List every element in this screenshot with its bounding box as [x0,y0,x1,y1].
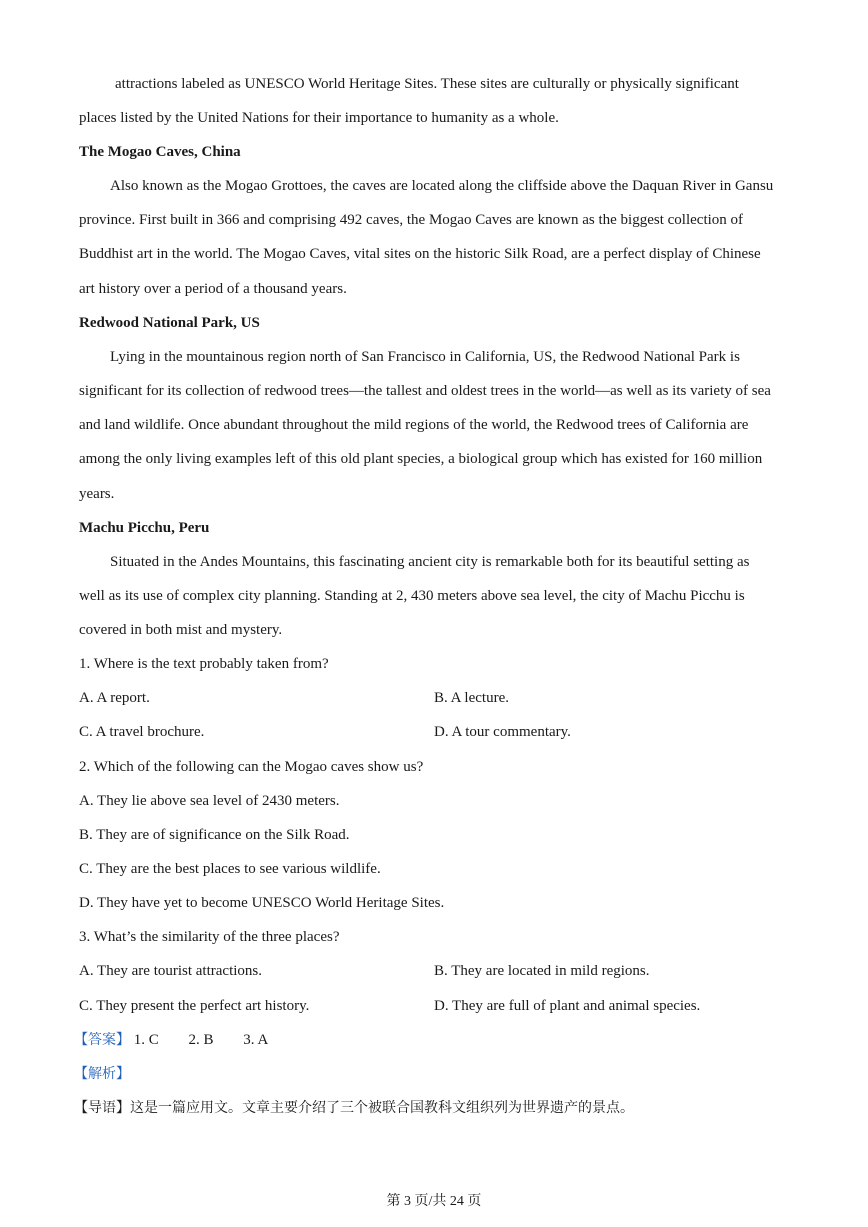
analysis-label: 【解析】 [74,1066,130,1082]
machu-line-3: covered in both mist and mystery. [79,622,283,638]
answer-item-2: 2. B [188,1032,214,1048]
guide-line [74,1098,789,1118]
answer-label: 【答案】 [74,1032,130,1048]
mogao-line-2: province. First built in 366 and comprising 492 caves, the Mogao Caves are known as the biggest collection of [79,212,744,228]
intro-line-1: attractions labeled as UNESCO World Heritage Sites. These sites are culturally or physically significant [115,76,739,92]
machu-line-2: well as its use of complex city planning. Standing at 2, 430 meters above sea level, the city of Machu Picchu is [79,588,745,604]
section-heading-redwood: Redwood National Park, US [79,315,260,331]
question-1-row-1 [79,688,794,708]
section-heading-mogao: The Mogao Caves, China [79,144,241,160]
question-1-stem: 1. Where is the text probably taken from? [79,656,329,672]
question-2-option-c: C. They are the best places to see various wildlife. [79,861,381,877]
redwood-line-3: and land wildlife. Once abundant throughout the mild regions of the world, the Redwood trees of California are [79,417,749,433]
question-3-option-d: D. They are full of plant and animal species. [434,998,701,1014]
question-3-row-2 [79,996,794,1016]
redwood-line-1: Lying in the mountainous region north of San Francisco in California, US, the Redwood National Park is [110,349,740,365]
question-3-option-b: B. They are located in mild regions. [434,963,650,979]
question-2-option-d: D. They have yet to become UNESCO World Heritage Sites. [79,895,445,911]
mogao-line-3: Buddhist art in the world. The Mogao Caves, vital sites on the historic Silk Road, are a perfect display of Chinese [79,246,761,262]
answer-item-3: 3. A [243,1032,269,1048]
question-2-option-b: B. They are of significance on the Silk Road. [79,827,350,843]
question-2-stem: 2. Which of the following can the Mogao caves show us? [79,759,424,775]
question-3-option-c: C. They present the perfect art history. [79,998,310,1014]
question-2-option-a: A. They lie above sea level of 2430 meters. [79,793,340,809]
question-1-option-d: D. A tour commentary. [434,724,571,740]
analysis-line [74,1064,789,1084]
machu-line-1: Situated in the Andes Mountains, this fascinating ancient city is remarkable both for its beautiful setting as [110,554,750,570]
page-footer: 第 3 页/共 24 页 [386,1194,482,1209]
redwood-line-4: among the only living examples left of this old plant species, a biological group which has existed for 160 million [79,451,763,467]
question-3-option-a: A. They are tourist attractions. [79,963,263,979]
section-heading-machu-picchu: Machu Picchu, Peru [79,520,210,536]
question-1-row-2 [79,722,794,742]
question-1-option-a: A. A report. [79,690,150,706]
intro-line-2: places listed by the United Nations for their importance to humanity as a whole. [79,110,559,126]
guide-text: 这是一篇应用文。文章主要介绍了三个被联合国教科文组织列为世界遗产的景点。 [130,1100,634,1116]
answer-line [74,1030,789,1050]
question-3-row-1 [79,961,794,981]
question-1-option-c: C. A travel brochure. [79,724,205,740]
redwood-line-2: significant for its collection of redwood trees—the tallest and oldest trees in the world—as well as its variety of sea [79,383,771,399]
mogao-line-4: art history over a period of a thousand years. [79,281,347,297]
guide-label: 【导语】 [74,1100,130,1116]
question-3-stem: 3. What’s the similarity of the three places? [79,929,340,945]
question-1-option-b: B. A lecture. [434,690,509,706]
answer-item-1: 1. C [133,1032,159,1048]
redwood-line-5: years. [79,486,115,502]
mogao-line-1: Also known as the Mogao Grottoes, the caves are located along the cliffside above the Daquan River in Gansu [110,178,774,194]
